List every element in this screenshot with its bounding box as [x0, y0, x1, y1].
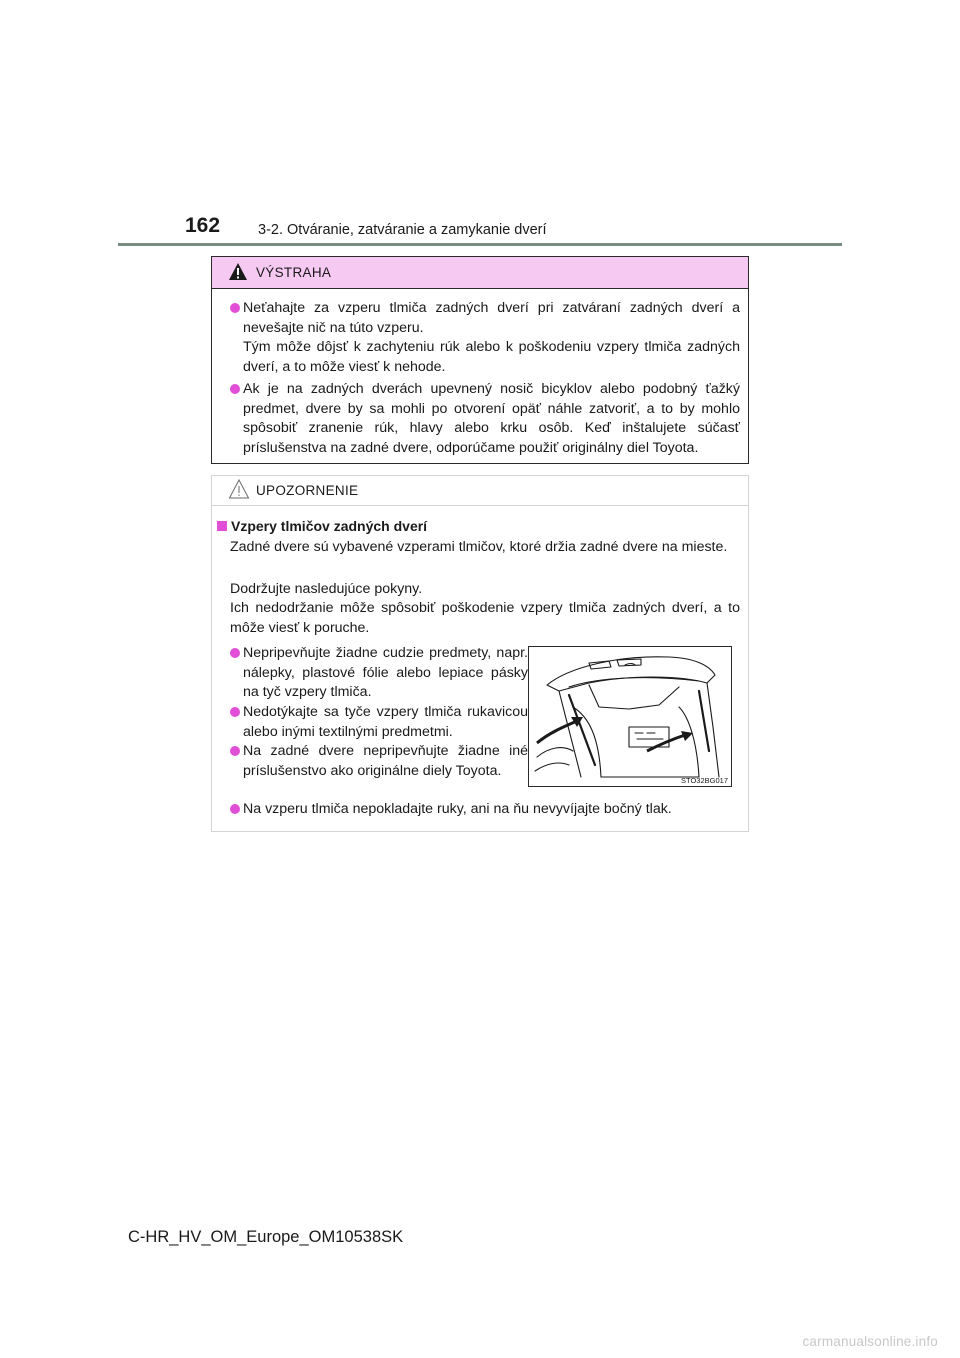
- tailgate-drawing: [529, 647, 731, 786]
- bullet-dot: [230, 648, 240, 658]
- page-number: 162: [185, 214, 221, 237]
- notice-bullet-text: Nepripevňujte žiadne cudzie predmety, napr. nálepky, plastové fólie alebo lepiace pásky na tyč vzpery tlmiča.: [243, 645, 528, 700]
- warning-item-text: Ak je na zadných dverách upevnený nosič bicyklov alebo podobný ťažký predmet, dvere by sa mohli po otvorení opäť náhle zatvoriť, a to by mohlo spôsobiť zranenie rúk, hlavy alebo krku osôb. Keď inštalujete súčasť príslušenstva na zadné dvere, odporúčame použiť originálny diel Toyota.: [243, 381, 740, 456]
- watermark: carmanualsonline.info: [802, 1334, 938, 1349]
- notice-paragraph: Zadné dvere sú vybavené vzperami tlmičov, ktoré držia zadné dvere na mieste.: [230, 539, 728, 555]
- notice-bullet: [230, 742, 528, 781]
- warning-item-text: Neťahajte za vzperu tlmiča zadných dverí pri zatváraní zadných dverí a nevešajte nič na túto vzperu.: [243, 300, 740, 336]
- notice-subheading: [217, 518, 427, 534]
- warning-item: [230, 299, 740, 377]
- notice-title: UPOZORNENIE: [256, 483, 359, 498]
- illustration-caption: STO32BG017: [681, 776, 728, 785]
- square-bullet-icon: [217, 521, 227, 531]
- notice-bullet: [230, 800, 740, 820]
- notice-subheading-text: Vzpery tlmičov zadných dverí: [231, 518, 428, 534]
- bullet-dot: [230, 804, 240, 814]
- notice-paragraph: Ich nedodržanie môže spôsobiť poškodenie vzpery tlmiča zadných dverí, a to môže viesť k poruche.: [230, 600, 740, 636]
- header-rule: [118, 243, 842, 246]
- notice-bullet: [230, 703, 528, 742]
- document-code: C-HR_HV_OM_Europe_OM10538SK: [128, 1228, 404, 1246]
- notice-header: [212, 476, 748, 506]
- warning-box: [211, 256, 749, 464]
- section-title: 3-2. Otváranie, zatváranie a zamykanie dverí: [258, 222, 547, 238]
- notice-bullet: [230, 644, 528, 703]
- notice-paragraph: Dodržujte nasledujúce pokyny.: [230, 581, 423, 597]
- notice-box: [211, 475, 749, 832]
- warning-item: [230, 380, 740, 458]
- caution-outline-triangle-icon: [228, 478, 250, 505]
- notice-bullet-text: Nedotýkajte sa tyče vzpery tlmiča rukavicou alebo inými textilnými predmetmi.: [243, 704, 528, 740]
- bullet-dot: [230, 384, 240, 394]
- bullet-dot: [230, 303, 240, 313]
- warning-triangle-icon: [228, 262, 248, 286]
- notice-bullet-text: Na vzperu tlmiča nepokladajte ruky, ani na ňu nevyvíjajte bočný tlak.: [243, 801, 672, 817]
- back-door-damper-illustration: [528, 646, 732, 787]
- notice-bullet-text: Na zadné dvere nepripevňujte žiadne iné príslušenstvo ako originálne diely Toyota.: [243, 743, 528, 779]
- warning-item-text: Tým môže dôjsť k zachyteniu rúk alebo k poškodeniu vzpery tlmiča zadných dverí, a to môže viesť k nehode.: [243, 339, 740, 375]
- bullet-dot: [230, 746, 240, 756]
- warning-header: [212, 257, 748, 289]
- warning-title: VÝSTRAHA: [256, 265, 332, 280]
- bullet-dot: [230, 707, 240, 717]
